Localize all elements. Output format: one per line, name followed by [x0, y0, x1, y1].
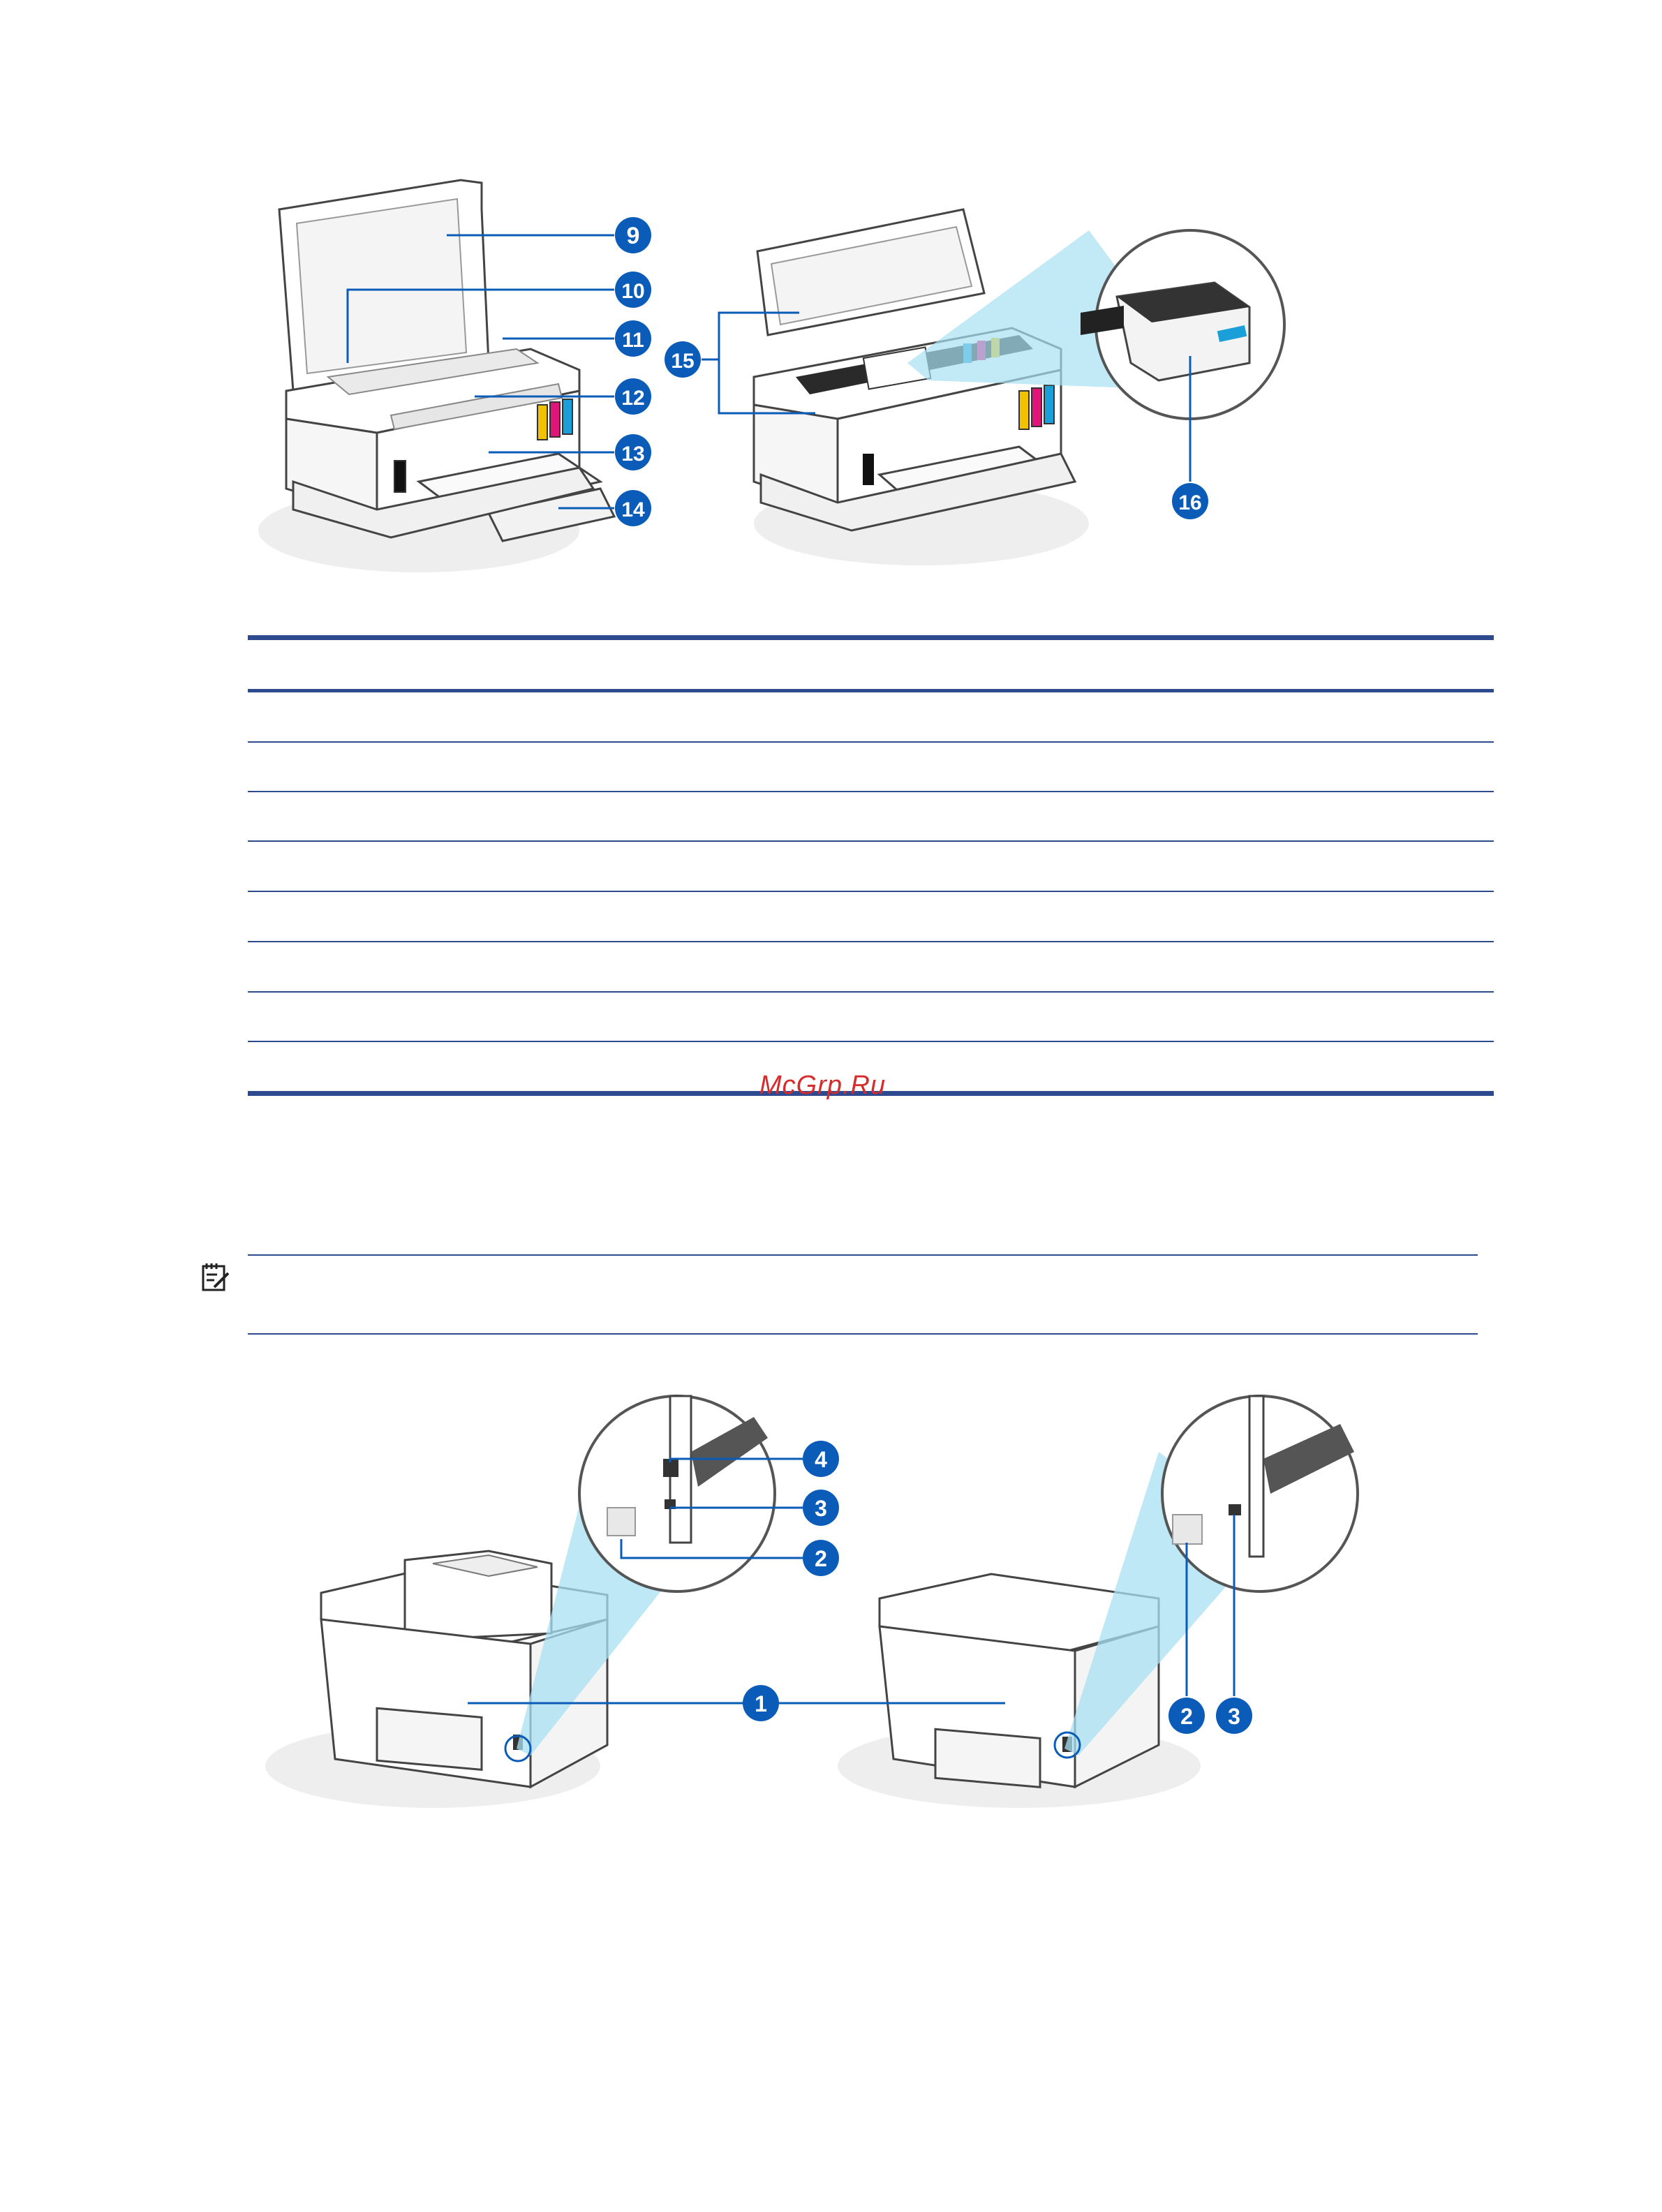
- callout-2: [803, 1540, 839, 1576]
- svg-text:16: 16: [1178, 491, 1202, 514]
- table-row: [248, 991, 1494, 993]
- callout-13: [615, 434, 651, 470]
- note-top-rule: [248, 1254, 1478, 1256]
- table-row: [248, 791, 1494, 792]
- svg-text:3: 3: [1228, 1704, 1240, 1729]
- svg-text:10: 10: [621, 280, 645, 303]
- svg-text:13: 13: [621, 443, 645, 466]
- callout-16: [1172, 483, 1208, 519]
- callout-1: [743, 1685, 779, 1721]
- table-row: [248, 941, 1494, 942]
- table-row: [248, 840, 1494, 842]
- callout-10: [615, 272, 651, 308]
- svg-text:3: 3: [815, 1496, 827, 1521]
- table-top-rule: [248, 635, 1494, 640]
- printer-rear-illustration: [0, 1368, 1662, 1857]
- callout-3: [803, 1490, 839, 1526]
- note-icon: [200, 1262, 231, 1293]
- table-row: [248, 1041, 1494, 1042]
- svg-text:14: 14: [621, 498, 645, 521]
- svg-text:1: 1: [755, 1691, 767, 1716]
- svg-text:12: 12: [621, 387, 645, 410]
- watermark: McGrp.Ru: [759, 1071, 886, 1100]
- callout-12: [615, 378, 651, 415]
- callout-9: [615, 217, 651, 253]
- svg-text:15: 15: [671, 350, 695, 373]
- table-header-rule: [248, 689, 1494, 692]
- table-row: [248, 891, 1494, 892]
- svg-text:9: 9: [626, 223, 640, 249]
- callout-15: [665, 341, 701, 378]
- callout-4: [803, 1441, 839, 1477]
- callout-3: [1216, 1698, 1252, 1734]
- svg-text:2: 2: [1180, 1704, 1193, 1729]
- svg-text:4: 4: [815, 1447, 827, 1472]
- table-row: [248, 741, 1494, 743]
- svg-text:11: 11: [622, 329, 644, 352]
- callout-2: [1168, 1698, 1205, 1734]
- note-bottom-rule: [248, 1333, 1478, 1335]
- printhead-latch-zoom: [1081, 230, 1284, 419]
- callout-14: [615, 490, 651, 526]
- svg-text:2: 2: [815, 1546, 827, 1571]
- rear-ports-zoom-right: [1162, 1396, 1358, 1591]
- printer-front-illustration: [0, 0, 1662, 600]
- rear-ports-zoom-left: [579, 1396, 775, 1591]
- callout-11: [615, 320, 651, 357]
